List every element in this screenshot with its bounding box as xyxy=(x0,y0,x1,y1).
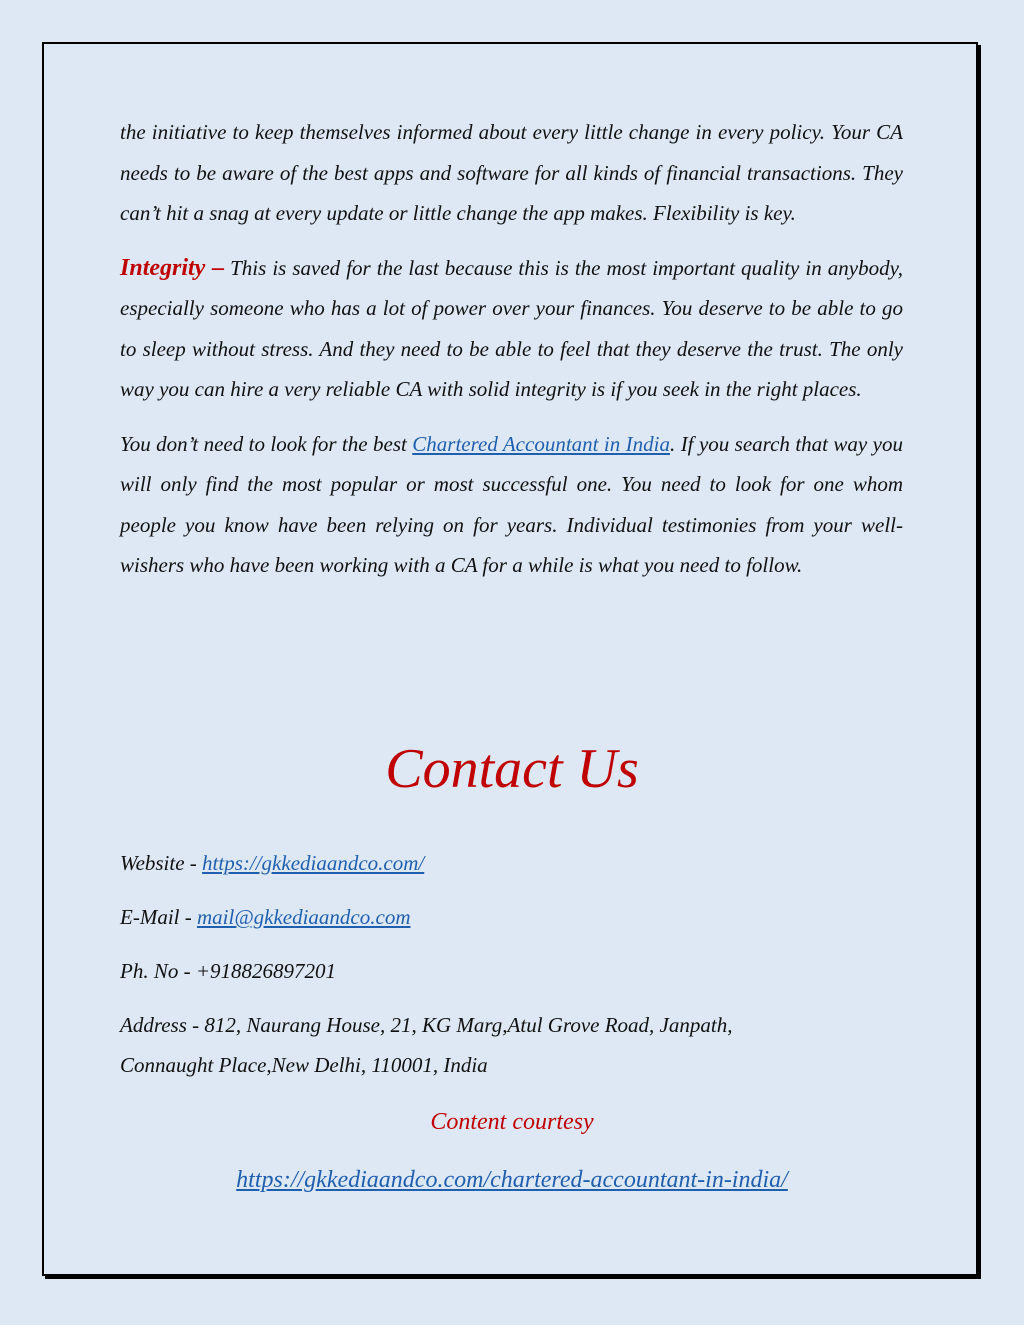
phone-row xyxy=(120,951,903,991)
email-link[interactable]: mail@gkkediaandco.com xyxy=(196,905,411,929)
paragraph-flexibility xyxy=(120,112,903,234)
contact-details xyxy=(120,843,903,1085)
paragraph-search-advice xyxy=(120,424,903,586)
website-label: Website - xyxy=(120,851,203,875)
phone-text: Ph. No - +918826897201 xyxy=(120,959,336,983)
integrity-text: This is saved for the last because this is the most important quality in anybody, especially someone who has a lot of power over your finances. You deserve to be able to go to sleep without stress. And they need to be able to feel that they deserve the trust. The only way you can hire a very reliable CA with solid integrity is if you seek in the right places. xyxy=(120,255,903,401)
contact-us-heading: Contact Us xyxy=(385,738,639,800)
paragraph-flexibility-text: the initiative to keep themselves informed about every little change in every policy. Your CA needs to be aware of the best apps and software for all kinds of financial transactions. They can’t hit a snag at every update or little change the app makes. Flexibility is key. xyxy=(120,120,903,225)
integrity-heading: Integrity – xyxy=(120,254,225,281)
search-advice-text-start: You don’t need to look for the best xyxy=(120,431,413,456)
address-line-2: Connaught Place,New Delhi, 110001, India xyxy=(120,1053,488,1077)
website-row xyxy=(120,843,903,883)
content-courtesy-label: Content courtesy xyxy=(430,1109,594,1135)
search-advice-text-end: . If you search that way you will only find the most popular or most successful one. You need to look for one whom people you know have been relying on for years. Individual testimonies from your well-wishers who have been working with a CA for a while is what you need to follow. xyxy=(120,431,903,577)
paragraph-integrity xyxy=(120,248,903,410)
address-line-1: Address - 812, Naurang House, 21, KG Marg,Atul Grove Road, Janpath, xyxy=(120,1013,733,1037)
body-text xyxy=(120,112,903,586)
email-row xyxy=(120,897,903,937)
address-row xyxy=(120,1005,903,1085)
email-label: E-Mail - xyxy=(120,905,197,929)
chartered-accountant-link[interactable]: Chartered Accountant in India xyxy=(412,431,671,456)
courtesy-link-row xyxy=(0,1160,1024,1200)
courtesy-link[interactable]: https://gkkediaandco.com/chartered-accountant-in-india/ xyxy=(236,1167,788,1193)
website-link[interactable]: https://gkkediaandco.com/ xyxy=(202,851,425,875)
